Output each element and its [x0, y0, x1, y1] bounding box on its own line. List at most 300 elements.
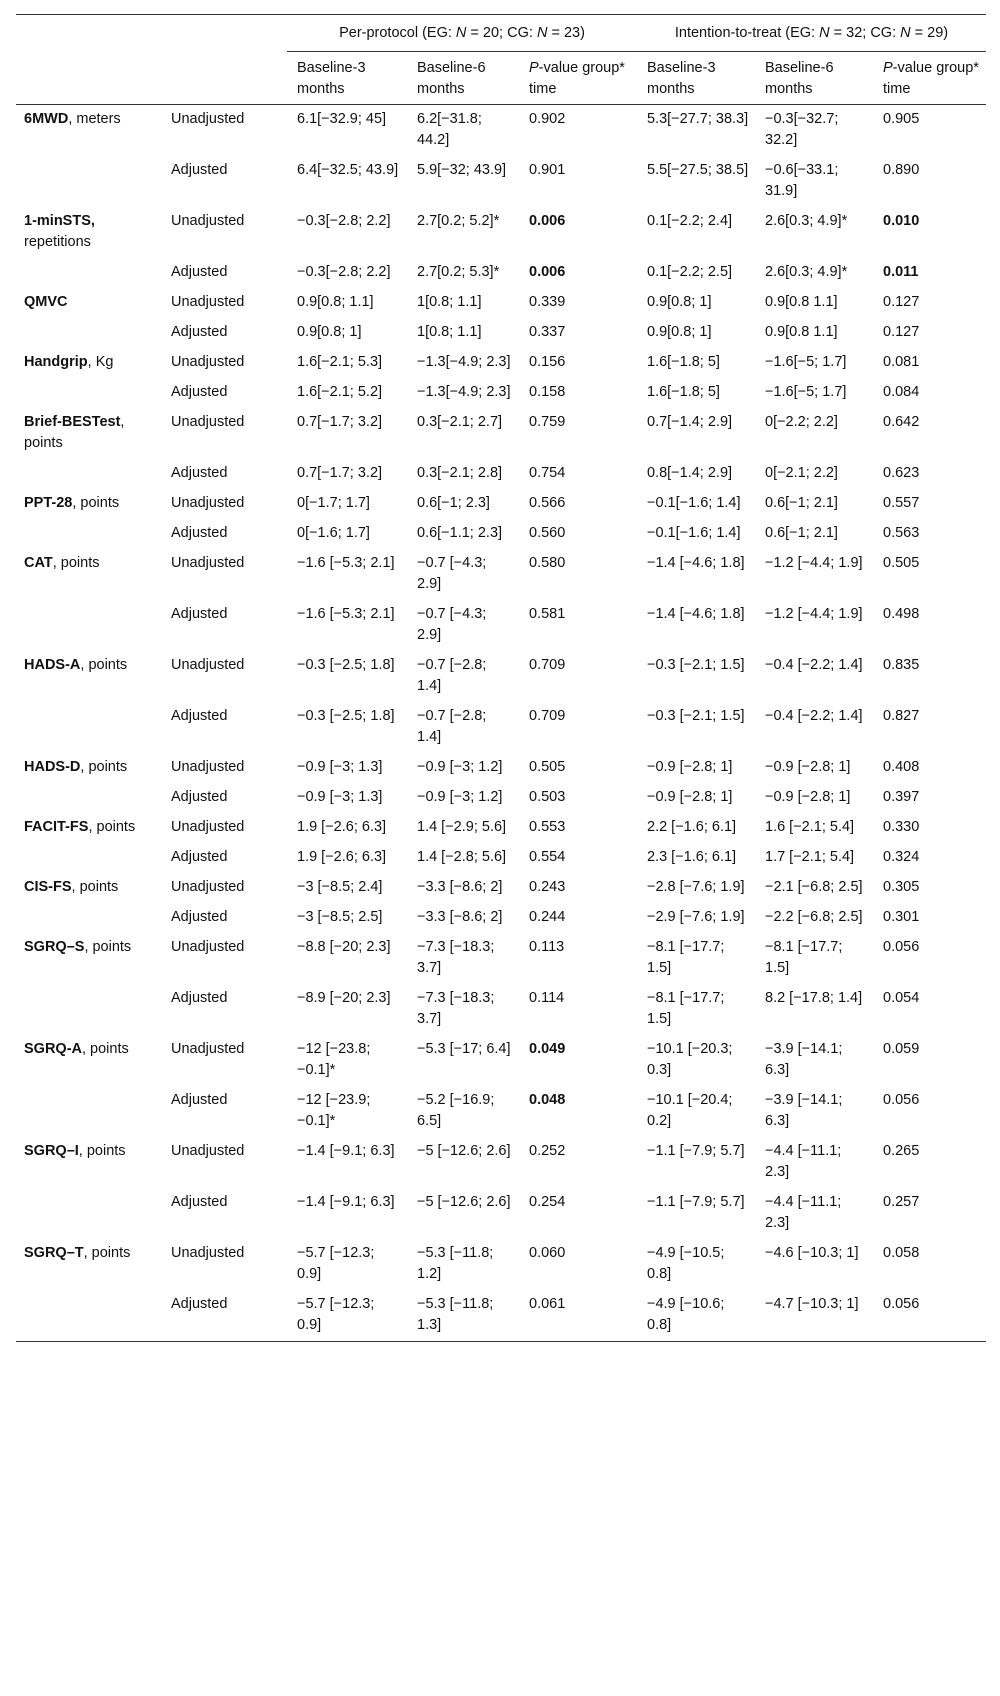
pp-baseline6-value: 1.4 [−2.9; 5.6]	[417, 819, 507, 835]
pp-baseline3-value: 0.9[0.8; 1]	[297, 324, 362, 340]
outcome-name: PPT-28	[24, 495, 73, 511]
itt-baseline3-value: −0.1[−1.6; 1.4]	[647, 495, 741, 511]
itt-baseline3-value: −0.9 [−2.8; 1]	[647, 789, 733, 805]
pp-baseline6-value: −0.9 [−3; 1.2]	[417, 759, 503, 775]
itt-baseline3-value: −2.8 [−7.6; 1.9]	[647, 879, 745, 895]
outcome-label	[16, 1188, 163, 1239]
itt-baseline6-value: 2.6[0.3; 4.9]*	[765, 264, 848, 280]
pp-pvalue: 0.337	[529, 324, 566, 340]
itt-baseline6-value: −1.6[−5; 1.7]	[765, 384, 847, 400]
pp-pvalue: 0.158	[529, 384, 566, 400]
table-row	[16, 1188, 986, 1239]
adjustment-label: Unadjusted	[171, 1245, 245, 1261]
pp-baseline6-value: −5.2 [−16.9; 6.5]	[417, 1092, 495, 1129]
pp-pvalue: 0.754	[529, 465, 566, 481]
table-row	[16, 1290, 986, 1342]
itt-baseline6-value: −0.4 [−2.2; 1.4]	[765, 657, 863, 673]
table-row	[16, 600, 986, 651]
table-row	[16, 105, 986, 157]
outcome-label	[16, 207, 163, 258]
pp-pvalue: 0.554	[529, 849, 566, 865]
pp-baseline6-value: 2.7[0.2; 5.2]*	[417, 213, 500, 229]
itt-pvalue: 0.827	[883, 708, 920, 724]
outcome-name: 1-minSTS,	[24, 213, 95, 229]
pp-pvalue: 0.252	[529, 1143, 566, 1159]
itt-baseline6-value: 0[−2.1; 2.2]	[765, 465, 838, 481]
group-header-row	[16, 15, 986, 52]
itt-baseline3-value: −0.3 [−2.1; 1.5]	[647, 708, 745, 724]
pp-baseline3-value: −0.9 [−3; 1.3]	[297, 789, 383, 805]
pp-baseline3-value: −0.3[−2.8; 2.2]	[297, 264, 391, 280]
itt-baseline6-value: −0.6[−33.1; 31.9]	[765, 162, 839, 199]
outcome-label	[16, 408, 163, 459]
itt-pvalue: 0.059	[883, 1041, 920, 1057]
itt-baseline6-value: −4.7 [−10.3; 1]	[755, 1290, 873, 1342]
pp-baseline6-value: −3.3 [−8.6; 2]	[417, 909, 503, 925]
outcome-name: SGRQ–T	[24, 1245, 84, 1261]
adjustment-label: Adjusted	[171, 264, 228, 280]
pp-baseline6-value: −7.3 [−18.3; 3.7]	[417, 990, 495, 1027]
itt-baseline3-value: −0.3 [−2.1; 1.5]	[647, 657, 745, 673]
adjustment-label: Unadjusted	[171, 939, 245, 955]
pp-pvalue: 0.006	[529, 213, 566, 229]
itt-baseline3-value: 2.3 [−1.6; 6.1]	[647, 849, 737, 865]
itt-pvalue: 0.397	[883, 789, 920, 805]
outcome-label	[16, 843, 163, 873]
pp-pvalue: 0.566	[529, 495, 566, 511]
pp-pvalue: 0.339	[529, 294, 566, 310]
itt-baseline3-value: −1.1 [−7.9; 5.7]	[647, 1194, 745, 1210]
pp-pvalue: 0.560	[529, 525, 566, 541]
pp-pvalue: 0.061	[519, 1290, 637, 1342]
outcome-name: Brief-BESTest	[24, 414, 121, 430]
adjustment-label: Unadjusted	[171, 354, 245, 370]
pp-baseline3-value: −5.7 [−12.3; 0.9]	[287, 1290, 407, 1342]
itt-baseline3-value: −8.1 [−17.7; 1.5]	[647, 990, 725, 1027]
intention-to-treat-header: Intention-to-treat (EG: N = 32; CG: N = 29)	[637, 15, 986, 52]
adjustment-label: Unadjusted	[171, 414, 245, 430]
pp-baseline3-value: 1.6[−2.1; 5.2]	[297, 384, 383, 400]
itt-baseline3-value: 0.1[−2.2; 2.5]	[647, 264, 733, 280]
pp-baseline3-value: −3 [−8.5; 2.4]	[297, 879, 383, 895]
pp-baseline3-value: −12 [−23.8; −0.1]*	[297, 1041, 371, 1078]
pp-baseline3-value: 0[−1.6; 1.7]	[297, 525, 370, 541]
pp-baseline6-value: 0.3[−2.1; 2.7]	[417, 414, 503, 430]
outcome-unit: , points	[78, 1143, 126, 1159]
pp-baseline3-value: 0.7[−1.7; 3.2]	[297, 465, 383, 481]
itt-pvalue: 0.408	[883, 759, 920, 775]
adjustment-label: Adjusted	[171, 909, 228, 925]
itt-baseline3-value: −8.1 [−17.7; 1.5]	[647, 939, 725, 976]
table-row	[16, 753, 986, 783]
outcome-label	[16, 1035, 163, 1086]
pp-baseline3-value: −3 [−8.5; 2.5]	[297, 909, 383, 925]
itt-baseline6-value: −8.1 [−17.7; 1.5]	[765, 939, 843, 976]
table-row	[16, 378, 986, 408]
pp-pvalue: 0.243	[529, 879, 566, 895]
itt-baseline6-value: −1.2 [−4.4; 1.9]	[765, 606, 863, 622]
outcome-unit: , points	[72, 495, 120, 511]
pp-baseline6-value: 0.6[−1; 2.3]	[417, 495, 490, 511]
itt-baseline3-value: −0.9 [−2.8; 1]	[647, 759, 733, 775]
pp-pvalue: 0.503	[529, 789, 566, 805]
outcome-label	[16, 378, 163, 408]
itt-baseline6-value: 0[−2.2; 2.2]	[765, 414, 838, 430]
pp-pvalue: 0.901	[529, 162, 566, 178]
outcome-name: SGRQ-A	[24, 1041, 82, 1057]
pp-baseline3-value: 1.6[−2.1; 5.3]	[297, 354, 383, 370]
table-row	[16, 1035, 986, 1086]
pp-baseline3-value: −1.6 [−5.3; 2.1]	[297, 555, 395, 571]
pp-baseline6-value: −7.3 [−18.3; 3.7]	[417, 939, 495, 976]
outcome-label	[16, 783, 163, 813]
adjustment-label: Adjusted	[171, 525, 228, 541]
itt-pvalue: 0.642	[883, 414, 920, 430]
itt-pvalue: 0.127	[883, 324, 920, 340]
table-row	[16, 459, 986, 489]
pp-baseline6-value: −1.3[−4.9; 2.3]	[417, 384, 511, 400]
itt-baseline6-value: 0.9[0.8 1.1]	[765, 324, 838, 340]
pp-baseline6-value: 2.7[0.2; 5.3]*	[417, 264, 500, 280]
itt-baseline3-value: −2.9 [−7.6; 1.9]	[647, 909, 745, 925]
table-row	[16, 408, 986, 459]
outcome-label	[16, 873, 163, 903]
itt-baseline6-value: 0.9[0.8 1.1]	[765, 294, 838, 310]
pp-pvalue: 0.553	[529, 819, 566, 835]
itt-pvalue: 0.265	[883, 1143, 920, 1159]
itt-baseline3-value: −4.9 [−10.6; 0.8]	[637, 1290, 755, 1342]
pp-baseline6-value: 5.9[−32; 43.9]	[417, 162, 507, 178]
adjustment-label: Adjusted	[171, 465, 228, 481]
itt-pvalue: 0.257	[883, 1194, 920, 1210]
itt-baseline3-value: 0.9[0.8; 1]	[647, 294, 712, 310]
pp-pvalue: 0.156	[529, 354, 566, 370]
pp-baseline6-value: −0.7 [−4.3; 2.9]	[417, 555, 487, 592]
adjustment-label: Unadjusted	[171, 495, 245, 511]
per-protocol-header: Per-protocol (EG: N = 20; CG: N = 23)	[287, 15, 637, 52]
itt-pvalue: 0.498	[883, 606, 920, 622]
pp-baseline6-value: −0.9 [−3; 1.2]	[417, 789, 503, 805]
itt-baseline6-value: −1.6[−5; 1.7]	[765, 354, 847, 370]
itt-baseline6-value: 0.6[−1; 2.1]	[765, 495, 838, 511]
adjustment-label: Adjusted	[171, 849, 228, 865]
outcome-name: CIS-FS	[24, 879, 72, 895]
itt-pvalue: 0.324	[883, 849, 920, 865]
results-table-container	[16, 14, 986, 1342]
outcome-name: FACIT-FS	[24, 819, 89, 835]
adjustment-label: Unadjusted	[171, 1143, 245, 1159]
adjustment-label: Adjusted	[171, 606, 228, 622]
pp-pvalue: 0.244	[529, 909, 566, 925]
outcome-label	[16, 984, 163, 1035]
itt-baseline6-value: −4.4 [−11.1; 2.3]	[765, 1143, 842, 1180]
adjustment-label: Unadjusted	[171, 819, 245, 835]
outcome-label	[16, 933, 163, 984]
adjustment-label: Adjusted	[171, 708, 228, 724]
itt-pvalue: 0.054	[883, 990, 920, 1006]
table-row	[16, 318, 986, 348]
itt-pvalue: 0.010	[883, 213, 920, 229]
pp-baseline6-value: −5 [−12.6; 2.6]	[417, 1194, 511, 1210]
pp-baseline3-value: −8.9 [−20; 2.3]	[297, 990, 391, 1006]
itt-baseline6-value: −4.4 [−11.1; 2.3]	[765, 1194, 842, 1231]
outcome-label	[16, 813, 163, 843]
pp-baseline6-value: 1[0.8; 1.1]	[417, 294, 482, 310]
pp-pvalue: 0.114	[529, 990, 565, 1006]
col-header-itt-b6: Baseline-6 months	[755, 52, 873, 105]
itt-baseline6-value: 0.6[−1; 2.1]	[765, 525, 838, 541]
outcome-label	[16, 549, 163, 600]
itt-baseline3-value: 1.6[−1.8; 5]	[647, 384, 720, 400]
itt-baseline6-value: −1.2 [−4.4; 1.9]	[765, 555, 863, 571]
pp-pvalue: 0.709	[529, 708, 566, 724]
outcome-label	[16, 1239, 163, 1290]
outcome-unit: , points	[80, 657, 128, 673]
outcome-label	[16, 1137, 163, 1188]
pp-baseline3-value: 0.9[0.8; 1.1]	[297, 294, 374, 310]
pp-baseline3-value: 6.4[−32.5; 43.9]	[297, 162, 399, 178]
outcome-name: Handgrip	[24, 354, 88, 370]
pp-baseline6-value: −5.3 [−11.8; 1.3]	[407, 1290, 519, 1342]
pp-baseline3-value: 1.9 [−2.6; 6.3]	[297, 849, 387, 865]
itt-baseline3-value: 0.8[−1.4; 2.9]	[647, 465, 733, 481]
table-row	[16, 519, 986, 549]
outcome-name: HADS-A	[24, 657, 81, 673]
adjustment-label: Unadjusted	[171, 657, 245, 673]
pp-baseline3-value: 0[−1.7; 1.7]	[297, 495, 370, 511]
outcome-label	[16, 258, 163, 288]
outcome-label	[16, 651, 163, 702]
itt-baseline6-value: 1.6 [−2.1; 5.4]	[765, 819, 855, 835]
outcome-unit: , Kg	[87, 354, 114, 370]
outcome-label	[16, 288, 163, 318]
col-header-pp-b6: Baseline-6 months	[407, 52, 519, 105]
table-row	[16, 933, 986, 984]
outcome-unit: , points	[24, 414, 125, 451]
outcome-name: HADS-D	[24, 759, 81, 775]
pp-pvalue: 0.048	[529, 1092, 566, 1108]
itt-baseline6-value: −0.9 [−2.8; 1]	[765, 759, 851, 775]
adjustment-label: Adjusted	[171, 384, 228, 400]
adjustment-label: Unadjusted	[171, 111, 245, 127]
table-row	[16, 651, 986, 702]
adjustment-label: Adjusted	[171, 789, 228, 805]
pp-baseline6-value: −0.7 [−4.3; 2.9]	[417, 606, 487, 643]
pp-baseline3-value: −0.3 [−2.5; 1.8]	[297, 657, 395, 673]
adjustment-label: Adjusted	[171, 1092, 228, 1108]
itt-baseline6-value: −3.9 [−14.1; 6.3]	[765, 1041, 843, 1078]
pp-pvalue: 0.581	[529, 606, 566, 622]
col-header-pp-b3: Baseline-3 months	[287, 52, 407, 105]
itt-baseline6-value: −0.4 [−2.2; 1.4]	[765, 708, 863, 724]
outcome-label	[16, 1290, 163, 1342]
itt-pvalue: 0.056	[873, 1290, 986, 1342]
adjustment-label: Adjusted	[171, 324, 228, 340]
adjustment-label: Unadjusted	[171, 555, 245, 571]
pp-baseline3-value: −0.3[−2.8; 2.2]	[297, 213, 391, 229]
itt-pvalue: 0.081	[883, 354, 920, 370]
itt-baseline6-value: 8.2 [−17.8; 1.4]	[765, 990, 863, 1006]
pp-baseline6-value: 0.6[−1.1; 2.3]	[417, 525, 503, 541]
pp-pvalue: 0.580	[529, 555, 566, 571]
itt-pvalue: 0.011	[883, 264, 919, 280]
table-row	[16, 207, 986, 258]
outcome-label	[16, 1086, 163, 1137]
pp-baseline3-value: 0.7[−1.7; 3.2]	[297, 414, 383, 430]
adjustment-label: Adjusted	[171, 162, 228, 178]
itt-pvalue: 0.084	[883, 384, 920, 400]
col-header-itt-pvalue: P-value group* time	[873, 52, 986, 105]
outcome-name: CAT	[24, 555, 53, 571]
adjustment-label: Unadjusted	[171, 294, 245, 310]
pp-baseline6-value: −5 [−12.6; 2.6]	[417, 1143, 511, 1159]
table-row	[16, 1137, 986, 1188]
pp-baseline6-value: 0.3[−2.1; 2.8]	[417, 465, 503, 481]
outcome-label	[16, 600, 163, 651]
itt-pvalue: 0.905	[883, 111, 920, 127]
itt-pvalue: 0.058	[883, 1245, 920, 1261]
pp-baseline3-value: 1.9 [−2.6; 6.3]	[297, 819, 387, 835]
itt-baseline3-value: −10.1 [−20.4; 0.2]	[647, 1092, 733, 1129]
adjustment-label: Unadjusted	[171, 1041, 245, 1057]
pp-pvalue: 0.759	[529, 414, 566, 430]
itt-baseline6-value: 1.7 [−2.1; 5.4]	[765, 849, 855, 865]
itt-baseline3-value: −1.4 [−4.6; 1.8]	[647, 555, 745, 571]
outcome-label	[16, 459, 163, 489]
outcome-label	[16, 156, 163, 207]
table-row	[16, 348, 986, 378]
itt-baseline3-value: −10.1 [−20.3; 0.3]	[647, 1041, 733, 1078]
outcome-label	[16, 753, 163, 783]
itt-pvalue: 0.056	[883, 1092, 920, 1108]
pp-baseline3-value: −12 [−23.9; −0.1]*	[297, 1092, 371, 1129]
outcome-label	[16, 105, 163, 157]
pp-pvalue: 0.902	[529, 111, 566, 127]
itt-baseline3-value: −4.9 [−10.5; 0.8]	[647, 1245, 725, 1282]
outcome-name: QMVC	[24, 294, 68, 310]
pp-baseline6-value: −5.3 [−11.8; 1.2]	[417, 1245, 494, 1282]
itt-pvalue: 0.505	[883, 555, 920, 571]
outcome-unit: , points	[80, 759, 128, 775]
table-row	[16, 873, 986, 903]
itt-pvalue: 0.301	[883, 909, 920, 925]
table-row	[16, 843, 986, 873]
outcome-unit: , points	[88, 819, 136, 835]
pp-baseline3-value: 6.1[−32.9; 45]	[297, 111, 387, 127]
outcome-label	[16, 519, 163, 549]
pp-baseline6-value: −5.3 [−17; 6.4]	[417, 1041, 511, 1057]
outcome-unit: , meters	[68, 111, 121, 127]
table-row	[16, 156, 986, 207]
itt-baseline3-value: 1.6[−1.8; 5]	[647, 354, 720, 370]
pp-baseline3-value: −5.7 [−12.3; 0.9]	[297, 1245, 375, 1282]
adjustment-label: Adjusted	[171, 990, 228, 1006]
itt-pvalue: 0.623	[883, 465, 920, 481]
adjustment-label: Unadjusted	[171, 213, 245, 229]
pp-baseline6-value: 6.2[−31.8; 44.2]	[417, 111, 482, 148]
table-row	[16, 783, 986, 813]
outcome-unit: , points	[84, 939, 132, 955]
outcome-label	[16, 318, 163, 348]
pp-pvalue: 0.505	[529, 759, 566, 775]
pp-pvalue: 0.254	[529, 1194, 566, 1210]
itt-baseline6-value: −0.9 [−2.8; 1]	[765, 789, 851, 805]
itt-baseline6-value: −0.3[−32.7; 32.2]	[765, 111, 839, 148]
itt-pvalue: 0.557	[883, 495, 920, 511]
pp-baseline6-value: −3.3 [−8.6; 2]	[417, 879, 503, 895]
pp-pvalue: 0.060	[529, 1245, 566, 1261]
itt-pvalue: 0.305	[883, 879, 920, 895]
itt-pvalue: 0.563	[883, 525, 920, 541]
table-header	[16, 15, 986, 105]
outcome-label	[16, 348, 163, 378]
table-row	[16, 489, 986, 519]
column-header-row	[16, 52, 986, 105]
pp-baseline6-value: 1.4 [−2.8; 5.6]	[417, 849, 507, 865]
table-row	[16, 549, 986, 600]
itt-baseline6-value: −3.9 [−14.1; 6.3]	[765, 1092, 843, 1129]
itt-baseline6-value: 2.6[0.3; 4.9]*	[765, 213, 848, 229]
pp-baseline6-value: −1.3[−4.9; 2.3]	[417, 354, 511, 370]
table-body	[16, 105, 986, 1342]
itt-pvalue: 0.330	[883, 819, 920, 835]
pp-baseline6-value: 1[0.8; 1.1]	[417, 324, 482, 340]
pp-baseline3-value: −0.3 [−2.5; 1.8]	[297, 708, 395, 724]
itt-pvalue: 0.056	[883, 939, 920, 955]
results-table	[16, 14, 986, 1342]
col-header-pp-pvalue: P-value group* time	[519, 52, 637, 105]
itt-baseline3-value: 5.3[−27.7; 38.3]	[647, 111, 749, 127]
adjustment-label: Adjusted	[171, 1194, 228, 1210]
outcome-name: SGRQ–S	[24, 939, 85, 955]
adjustment-label: Unadjusted	[171, 759, 245, 775]
outcome-label	[16, 489, 163, 519]
outcome-unit: , points	[82, 1041, 129, 1057]
pp-pvalue: 0.049	[529, 1041, 566, 1057]
pp-baseline3-value: −1.4 [−9.1; 6.3]	[297, 1194, 395, 1210]
pp-pvalue: 0.709	[529, 657, 566, 673]
itt-baseline3-value: 0.9[0.8; 1]	[647, 324, 712, 340]
pp-baseline6-value: −0.7 [−2.8; 1.4]	[417, 708, 487, 745]
pp-baseline3-value: −0.9 [−3; 1.3]	[297, 759, 383, 775]
adjustment-label: Adjusted	[163, 1290, 287, 1342]
table-row	[16, 702, 986, 753]
itt-pvalue: 0.890	[883, 162, 920, 178]
itt-baseline6-value: −4.6 [−10.3; 1]	[765, 1245, 859, 1261]
outcome-name: SGRQ–I	[24, 1143, 79, 1159]
table-row	[16, 1239, 986, 1290]
itt-baseline6-value: −2.2 [−6.8; 2.5]	[765, 909, 863, 925]
table-row	[16, 984, 986, 1035]
outcome-label	[16, 702, 163, 753]
itt-baseline3-value: 2.2 [−1.6; 6.1]	[647, 819, 737, 835]
outcome-unit: repetitions	[24, 234, 91, 250]
itt-pvalue: 0.835	[883, 657, 920, 673]
table-row	[16, 288, 986, 318]
itt-baseline3-value: 0.1[−2.2; 2.4]	[647, 213, 733, 229]
itt-baseline3-value: 0.7[−1.4; 2.9]	[647, 414, 733, 430]
itt-baseline6-value: −2.1 [−6.8; 2.5]	[765, 879, 863, 895]
outcome-name: 6MWD	[24, 111, 69, 127]
pp-pvalue: 0.113	[529, 939, 565, 955]
pp-pvalue: 0.006	[529, 264, 566, 280]
pp-baseline6-value: −0.7 [−2.8; 1.4]	[417, 657, 487, 694]
outcome-unit: , points	[71, 879, 119, 895]
col-header-itt-b3: Baseline-3 months	[637, 52, 755, 105]
table-row	[16, 813, 986, 843]
pp-baseline3-value: −1.6 [−5.3; 2.1]	[297, 606, 395, 622]
table-row	[16, 903, 986, 933]
